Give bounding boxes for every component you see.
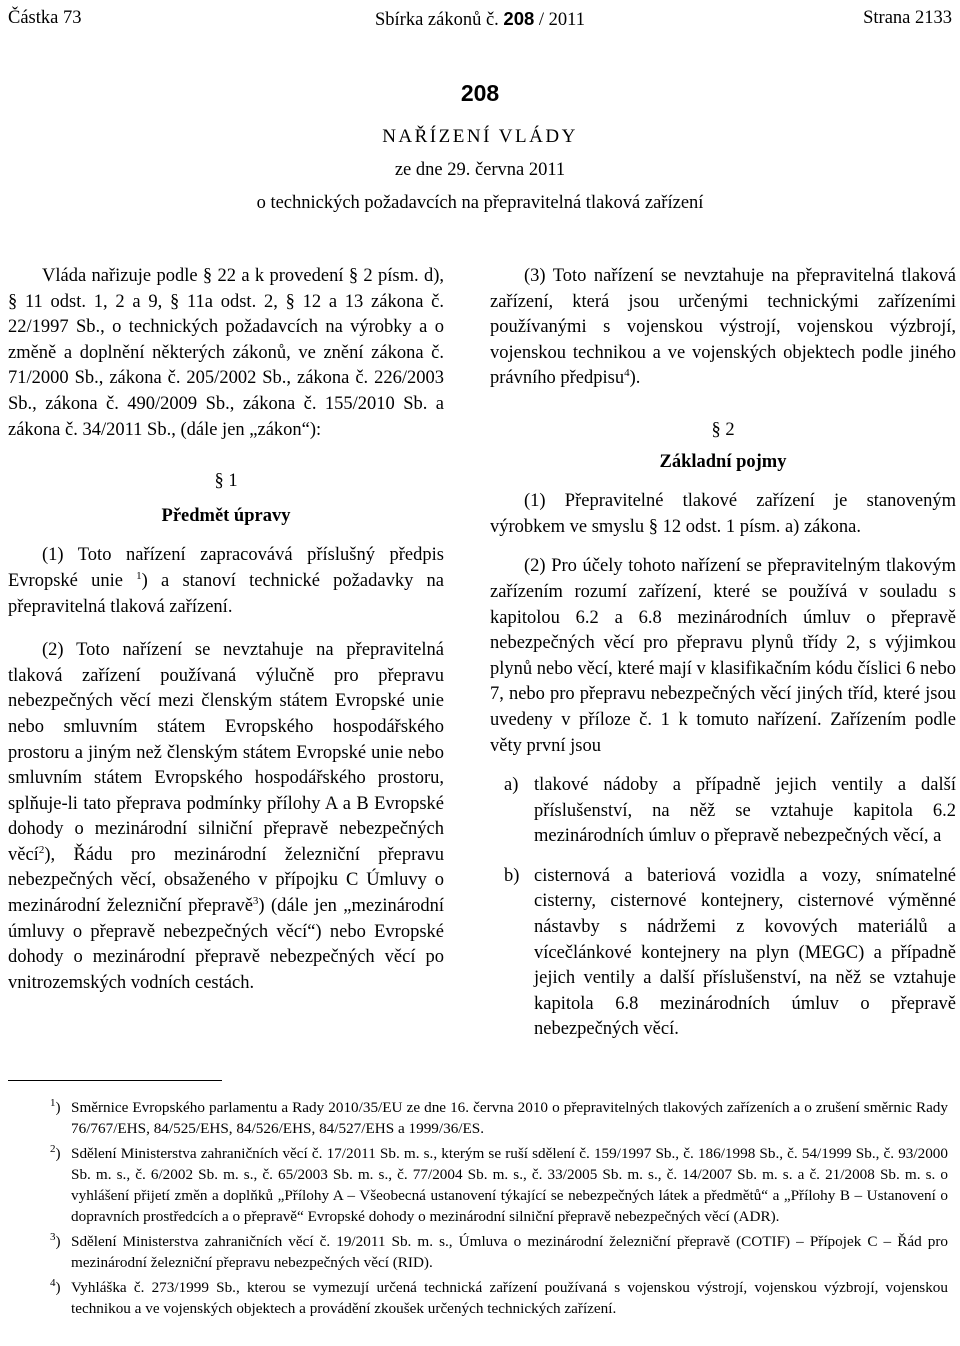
- list-item-a: [490, 773, 956, 850]
- collection-year: / 2011: [538, 10, 586, 30]
- list-marker-a: a): [504, 775, 519, 796]
- section-1-paragraph-3: [490, 264, 956, 392]
- footnote-3-mark: $^3$): [50, 1230, 61, 1250]
- footnote-ref-1[interactable]: 1: [136, 569, 142, 582]
- footnote-2: [8, 1143, 948, 1227]
- footnote-2-number: 2: [50, 1142, 56, 1155]
- p2-text-a: (2) Toto nařízení se nevztahuje na přepravitelná tlaková zařízení používaná výlučně pro přepravu nebezpečných věcí mezi členským státem Evropské unie nebo smluvním státem Evropského hospodářského prostoru a jiným než členským státem Evropské unie nebo smluvním státem Evropského hospodářského prostoru, splňuje-li tato přeprava podmínky přílohy A a B Evropské dohody o mezinárodní silniční přepravě nebezpečných věcí: [8, 640, 444, 865]
- footnote-1-number: 1: [50, 1096, 56, 1109]
- collection-label: [8, 6, 952, 34]
- footnote-1: [8, 1097, 948, 1139]
- footnote-4: [8, 1277, 948, 1319]
- regulation-date: ze dne 29. června 2011: [394, 160, 566, 180]
- footnote-divider: [8, 1080, 222, 1081]
- footnote-ref-2[interactable]: 2: [38, 843, 45, 856]
- preamble: Vláda nařizuje podle § 22 a k provedení § 2 písm. d), § 11 odst. 1, 2 a 9, § 11a odst. 2, § 12 a 13 zákona č. 22/1997 Sb., o technických požadavcích na výrobky a o změně a doplnění některých zákonů, ve znění zákona č. 71/2000 Sb., zákona č. 205/2002 Sb., zákona č. 226/2003 Sb., zákona č. 490/2009 Sb., zákona č. 155/2010 Sb. a zákona č. 34/2011 Sb., (dále jen „zákon“):: [8, 266, 444, 440]
- p2-text-c: ) (dále jen „mezinárodní úmluvy o přepravě nebezpečných věcí“) nebo Evropské dohody o mezinárodní přepravě nebezpečných věcí po vnitrozemských vodních cestách.: [8, 896, 444, 993]
- section-1-paragraph-2: [8, 638, 444, 996]
- footnote-4-mark: $^4$): [50, 1276, 61, 1296]
- list-text-a: tlakové nádoby a případně jejich ventily a další příslušenství, na něž se vztahuje kapitola 6.2 mezinárodních úmluv o přepravě nebezpečných věcí, a: [534, 775, 956, 847]
- section-2-title: Základní pojmy: [659, 451, 787, 472]
- list-text-b: cisternová a bateriová vozidla a vozy, snímatelné cisterny, cisternové kontejnery, cisternové výměnné nástavby s nádržemi z kovových materiálů a vícečlánkové kontejnery na plyn (MEGC) a případně jejich ventily a další příslušenství, na něž se vztahuje kapitola 6.8 mezinárodních úmluv o přepravě nebezpečných věcí.: [534, 865, 956, 1040]
- p3-text-a: (3) Toto nařízení se nevztahuje na přepravitelná tlaková zařízení, která jsou určenými technickými zařízeními používanými s vojenskou výstrojí, vojenskou výzbrojí, vojenskou technikou a ve vojenských objektech podle jiného právního předpisu: [490, 266, 956, 389]
- left-column: [8, 264, 444, 996]
- footnotes: [8, 1097, 948, 1323]
- section-2-paragraph-2: (2) Pro účely tohoto nařízení se přepravitelným tlakovým zařízením rozumí zařízení, které se používá v souladu s kapitolou 6.2 a 6.8 mezinárodních úmluv o přepravě nebezpečných věcí pro přepravu plynů třídy 2, s výjimkou plynů nebo věcí, které mají v klasifikačním kódu číslici 6 nebo 7, nebo pro přepravu nebezpečných věcí jiných tříd, které jsou uvedeny v příloze č. 1 k tomuto nařízení. Zařízením podle věty první jsou: [490, 556, 956, 756]
- regulation-kind: NAŘÍZENÍ VLÁDY: [382, 126, 578, 147]
- section-1-title: Předmět úpravy: [161, 505, 291, 526]
- collection-number: 208: [503, 8, 535, 29]
- p2-text-b: ), Řádu pro mezinárodní železniční přepravu nebezpečných věcí, obsaženého v přípojku C Úmluvy o mezinárodní železniční přepravě: [8, 844, 444, 917]
- footnote-3-number: 3: [50, 1230, 56, 1243]
- p1-text-b: ) a stanoví technické požadavky na přepravitelná tlaková zařízení.: [8, 570, 444, 617]
- document-title-block: [0, 78, 960, 216]
- section-1-paragraph-1: [8, 543, 444, 620]
- list-marker-b: b): [504, 865, 520, 886]
- footnote-2-mark: $^2$): [50, 1142, 61, 1162]
- list-item-b: [490, 864, 956, 1043]
- section-1-number: § 1: [214, 471, 238, 492]
- footnote-3: [8, 1231, 948, 1273]
- footnote-ref-4[interactable]: 4: [624, 367, 630, 380]
- issue-label: Částka 73: [8, 8, 82, 28]
- footnote-1-text: Směrnice Evropského parlamentu a Rady 2010/35/EU ze dne 16. června 2010 o přepravitelných tlakových zařízeních a o zrušení směrnic Rady 76/767/EHS, 84/525/EHS, 84/526/EHS, 84/527/EHS a 1999/36/ES.: [71, 1099, 948, 1137]
- footnote-1-mark: $^1$): [50, 1096, 61, 1116]
- section-2-paragraph-1: (1) Přepravitelné tlakové zařízení je stanoveným výrobkem ve smyslu § 12 odst. 1 písm. a) zákona.: [490, 491, 956, 537]
- collection-prefix: Sbírka zákonů č.: [374, 10, 499, 30]
- p3-text-b: ).: [629, 368, 641, 389]
- footnote-ref-3[interactable]: 3: [252, 894, 259, 907]
- footnote-4-number: 4: [50, 1276, 56, 1289]
- footnote-4-text: Vyhláška č. 273/1999 Sb., kterou se vymezují určená technická zařízení používaná s vojenskou výstrojí, vojenskou výzbrojí, vojenskou technikou a ve vojenských objektech a provádění zkoušek určených technických zařízení.: [71, 1279, 948, 1317]
- page-number: Strana 2133: [863, 8, 952, 28]
- footnote-2-text: Sdělení Ministerstva zahraničních věcí č. 17/2011 Sb. m. s., kterým se ruší sdělení č. 159/1997 Sb., č. 186/1998 Sb., č. 54/1999 Sb., č. 93/2000 Sb. m. s., č. 6/2002 Sb. m. s., č. 65/2003 Sb. m. s., č. 77/2004 Sb. m. s., č. 33/2005 Sb. m. s., č. 14/2007 Sb. m. s. a č. 21/2008 Sb. m. s. o vyhlášení přijetí změn a doplňků „Přílohy A – Všeobecná ustanovení týkající se nebezpečných látek a předmětů“ a „Přílohy B – Ustanovení o dopravních prostředcích a o přepravě“ Evropské dohody o mezinárodní silniční přepravě nebezpečných věcí (ADR).: [71, 1145, 948, 1225]
- regulation-subject: o technických požadavcích na přepravitelná tlaková zařízení: [256, 192, 704, 213]
- footnote-3-text: Sdělení Ministerstva zahraničních věcí č. 19/2011 Sb. m. s., Úmluva o mezinárodní železniční přepravě (COTIF) – Přípojek C – Řád pro mezinárodní železniční přepravu nebezpečných věcí (RID).: [71, 1233, 948, 1271]
- page-header: [8, 6, 952, 32]
- p1-text-a: (1) Toto nařízení zapracovává příslušný předpis Evropské unie: [8, 545, 444, 591]
- regulation-number: 208: [460, 80, 500, 106]
- right-column: [490, 264, 956, 1043]
- section-2-number: § 2: [711, 419, 735, 440]
